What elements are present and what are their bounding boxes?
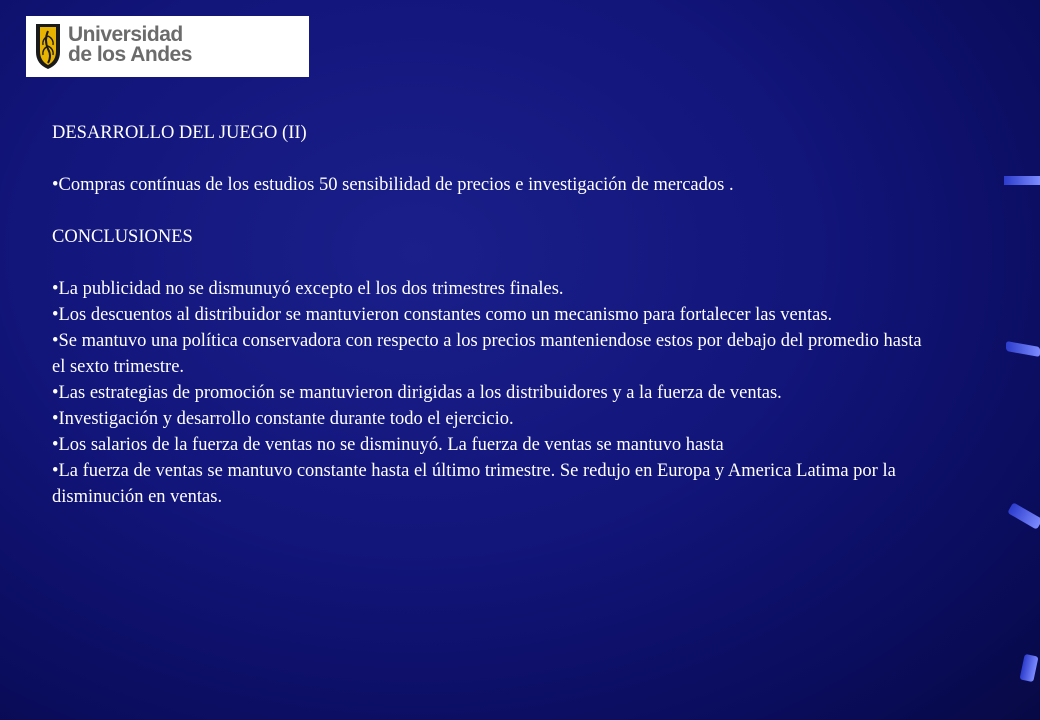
section-heading: CONCLUSIONES — [52, 227, 193, 247]
intro-bullet: •Compras contínuas de los estudios 50 sensibilidad de precios e investigación de mercados . — [52, 175, 734, 195]
bullet-item: •Investigación y desarrollo constante durante todo el ejercicio. — [52, 409, 514, 429]
slide-body — [52, 120, 932, 510]
shield-icon — [34, 22, 62, 70]
university-logo — [26, 16, 309, 77]
bullet-item: •La fuerza de ventas se mantuvo constante hasta el último trimestre. Se redujo en Europa y America Latima por la disminución en ventas. — [52, 461, 896, 507]
bullet-item: •Los salarios de la fuerza de ventas no se disminuyó. La fuerza de ventas se mantuvo hasta — [52, 435, 724, 455]
bullet-item: •Se mantuvo una política conservadora con respecto a los precios manteniendose estos por debajo del promedio hasta el sexto trimestre. — [52, 331, 922, 377]
logo-line-1: Universidad — [68, 23, 183, 46]
logo-line-2: de los Andes — [68, 43, 192, 66]
bullet-item: •Las estrategias de promoción se mantuvieron dirigidas a los distribuidores y a la fuerza de ventas. — [52, 383, 782, 403]
decorative-stripe — [1006, 341, 1040, 357]
decorative-stripe — [1019, 654, 1038, 682]
decorative-stripe — [1004, 176, 1040, 185]
bullet-item: •La publicidad no se dismunuyó excepto el los dos trimestres finales. — [52, 279, 564, 299]
decorative-stripe — [1007, 502, 1040, 529]
bullet-item: •Los descuentos al distribuidor se mantuvieron constantes como un mecanismo para fortalecer las ventas. — [52, 305, 833, 325]
slide-title: DESARROLLO DEL JUEGO (II) — [52, 123, 307, 143]
